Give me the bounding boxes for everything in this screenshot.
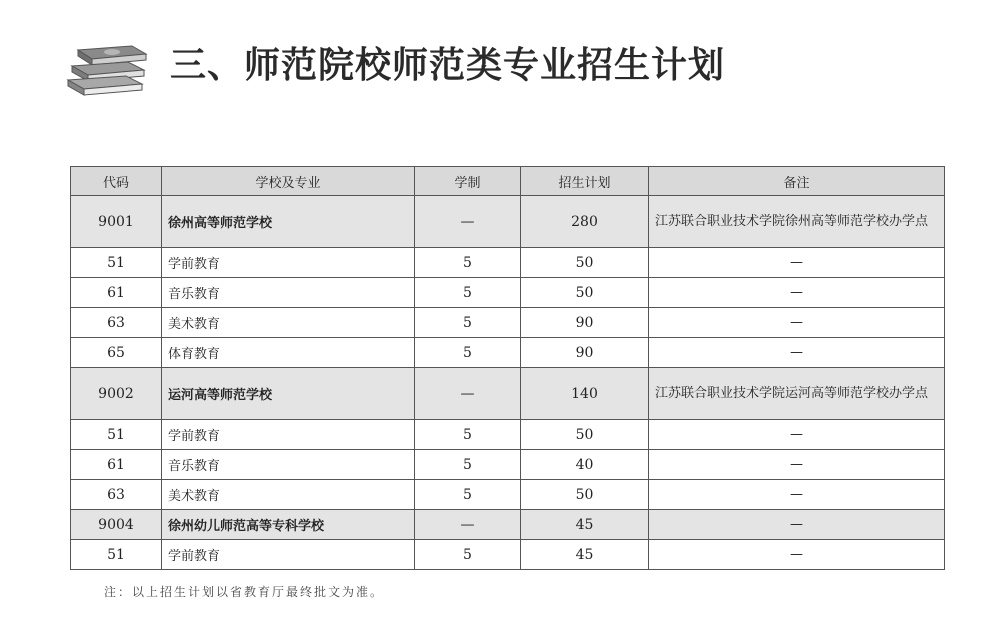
cell-major-name: 音乐教育 [162,450,415,480]
cell-school-name: 徐州幼儿师范高等专科学校 [162,510,415,540]
cell-plan: 50 [521,420,649,450]
table-row [71,420,945,450]
table-row [71,540,945,570]
cell-code: 63 [71,308,162,338]
table-row-school [71,510,945,540]
cell-major-name: 学前教育 [162,420,415,450]
table-row [71,308,945,338]
table-row [71,338,945,368]
cell-remark: — [649,540,945,570]
cell-major-name: 音乐教育 [162,278,415,308]
cell-plan: 90 [521,308,649,338]
table-row-school [71,196,945,248]
table-row [71,278,945,308]
cell-duration: 5 [415,450,521,480]
column-header-duration: 学制 [415,167,521,196]
table-row [71,450,945,480]
cell-duration: 5 [415,420,521,450]
cell-remark: — [649,278,945,308]
cell-remark: — [649,420,945,450]
cell-code: 51 [71,540,162,570]
cell-school-name: 运河高等师范学校 [162,368,415,420]
cell-duration: — [415,368,521,420]
cell-duration: — [415,196,521,248]
enrollment-plan-table [70,166,945,570]
cell-code: 65 [71,338,162,368]
cell-remark: 江苏联合职业技术学院运河高等师范学校办学点 [649,368,945,420]
cell-remark: — [649,248,945,278]
cell-duration: 5 [415,338,521,368]
table-row-school [71,368,945,420]
column-header-school-major: 学校及专业 [162,167,415,196]
cell-remark: — [649,450,945,480]
cell-code: 63 [71,480,162,510]
cell-duration: 5 [415,308,521,338]
cell-code: 61 [71,278,162,308]
cell-major-name: 美术教育 [162,308,415,338]
cell-duration: 5 [415,248,521,278]
page-header [66,36,926,102]
cell-duration: 5 [415,540,521,570]
cell-duration: 5 [415,480,521,510]
cell-remark: — [649,510,945,540]
cell-remark: — [649,308,945,338]
column-header-code: 代码 [71,167,162,196]
cell-code: 51 [71,248,162,278]
table-row [71,480,945,510]
cell-major-name: 学前教育 [162,540,415,570]
cell-plan: 40 [521,450,649,480]
column-header-remark: 备注 [649,167,945,196]
cell-plan: 140 [521,368,649,420]
cell-remark: — [649,338,945,368]
cell-code: 51 [71,420,162,450]
cell-code: 9002 [71,368,162,420]
cell-code: 9001 [71,196,162,248]
table-row [71,248,945,278]
cell-major-name: 美术教育 [162,480,415,510]
cell-plan: 45 [521,540,649,570]
cell-plan: 50 [521,278,649,308]
page-title: 三、师范院校师范类专业招生计划 [170,45,726,86]
cell-school-name: 徐州高等师范学校 [162,196,415,248]
cell-major-name: 体育教育 [162,338,415,368]
cell-plan: 280 [521,196,649,248]
book-stack-icon [66,42,152,98]
footnote: 注：以上招生计划以省教育厅最终批文为准。 [104,585,385,599]
cell-plan: 45 [521,510,649,540]
cell-duration: — [415,510,521,540]
cell-code: 61 [71,450,162,480]
table-header-row [71,167,945,196]
cell-major-name: 学前教育 [162,248,415,278]
cell-plan: 50 [521,480,649,510]
cell-plan: 50 [521,248,649,278]
cell-remark: 江苏联合职业技术学院徐州高等师范学校办学点 [649,196,945,248]
cell-duration: 5 [415,278,521,308]
cell-plan: 90 [521,338,649,368]
column-header-enrollment-plan: 招生计划 [521,167,649,196]
cell-remark: — [649,480,945,510]
cell-code: 9004 [71,510,162,540]
